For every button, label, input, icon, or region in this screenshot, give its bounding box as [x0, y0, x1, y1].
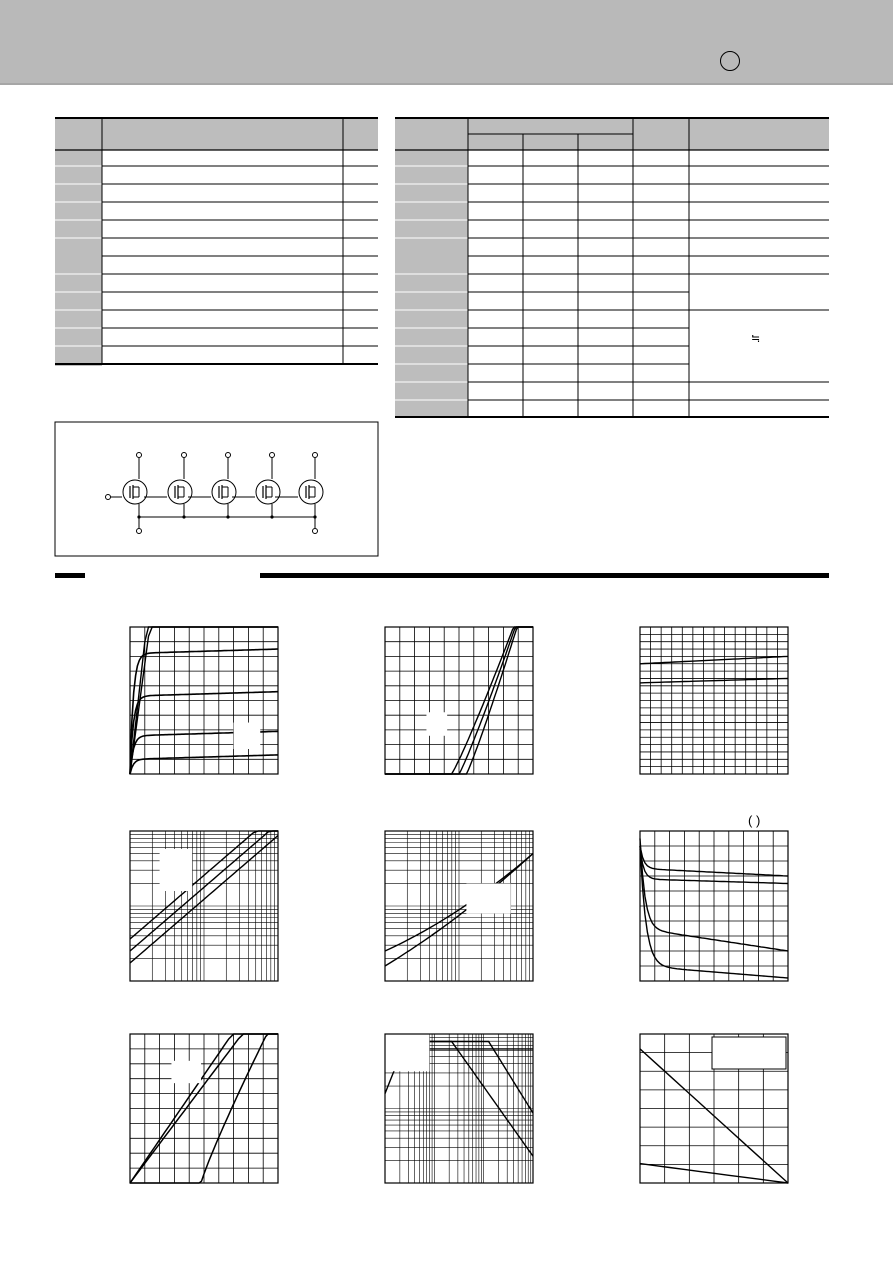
abs-max-table: [55, 118, 378, 366]
terminal-pin: [313, 529, 318, 534]
approx-symbol: ≒: [751, 333, 761, 345]
label-area: [160, 849, 193, 891]
label-area: [385, 1034, 429, 1071]
mosfet-symbol: [168, 480, 192, 504]
graph-9: [640, 1034, 788, 1183]
terminal-pin: [270, 453, 275, 458]
page-title: [0, 0, 1, 1]
terminal-pin: [106, 495, 111, 500]
terminal-pin: [313, 453, 318, 458]
terminal-pin: [182, 453, 187, 458]
graph-8: [385, 1034, 533, 1183]
mosfet-symbol: [212, 480, 236, 504]
terminal-pin: [137, 529, 142, 534]
axes-annotation: ( ): [748, 813, 761, 828]
mosfet-symbol: [299, 480, 323, 504]
table-label-column: [55, 118, 102, 366]
table-label-column: [395, 118, 468, 417]
table-header-cell: [102, 118, 343, 150]
mosfet-symbol: [123, 480, 147, 504]
label-area: [234, 723, 261, 749]
label-area: [171, 1061, 201, 1083]
equivalent-circuit: [55, 422, 378, 556]
graph-3: [640, 627, 788, 774]
section-bar-right: [260, 573, 829, 578]
graph-7: [130, 1034, 278, 1183]
label-area: [426, 712, 447, 736]
graph-1: [130, 627, 278, 774]
terminal-pin: [137, 453, 142, 458]
section-bar-left: [55, 573, 85, 578]
graph-2: [385, 627, 533, 774]
table-header-cell: [343, 118, 378, 150]
electrical-table: [395, 118, 829, 417]
graph-4: [130, 831, 278, 981]
graph-5: [385, 831, 533, 981]
terminal-pin: [226, 453, 231, 458]
graph-6: [640, 813, 788, 981]
label-area: [466, 884, 510, 914]
mosfet-symbol: [256, 480, 280, 504]
legend-box: [712, 1037, 786, 1069]
